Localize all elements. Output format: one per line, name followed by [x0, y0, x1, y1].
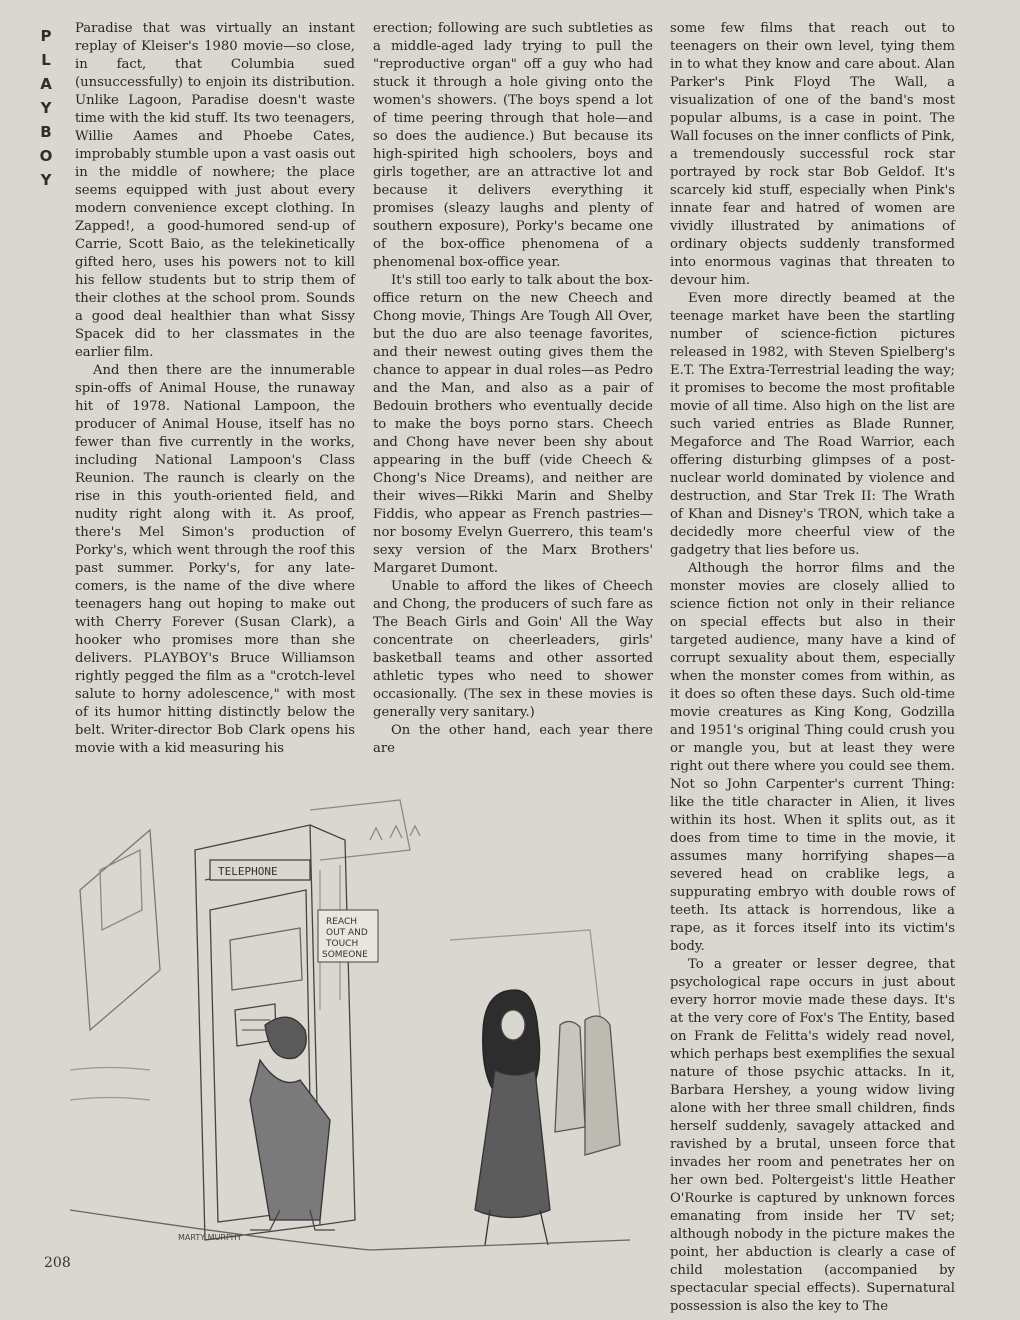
- paragraph: Even more directly beamed at the teenage market have been the startling number of science-fiction pictures released in 1982, with Steven Spielberg's E.T. The Extra-Terrestrial leading the way; it promises to become the most profitable movie of all time. Also high on the list are such varied entries as Blade Runner, Megaforce and The Road Warrior, each offering disturbing glimpses of a post-nuclear world dominated by violence and destruction, and Star Trek II: The Wrath of Khan and Disney's TRON, which take a decidedly more cheerful view of the gadgetry that lies before us.: [670, 291, 955, 558]
- text-column-1: [75, 20, 355, 758]
- booth-sign: TELEPHONE: [218, 865, 278, 878]
- text-column-2: [373, 20, 653, 758]
- paragraph: And then there are the innumerable spin-offs of Animal House, the runaway hit of 1978. National Lampoon, the producer of Animal House, itself has no fewer than five currently in the works, including National Lampoon's Class Reunion. The raunch is clearly on the rise in this youth-oriented field, and nudity right along with it. As proof, there's Mel Simon's production of Porky's, which went through the roof this past summer. Porky's, for any late-comers, is the name of the dive where teenagers hang out hoping to make out with Cherry Forever (Susan Clark), a hooker who promises more than she delivers. PLAYBOY's Bruce Williamson rightly pegged the film as a "crotch-level salute to horny adolescence," with most of its humor hitting distinctly below the belt. Writer-director Bob Clark opens his movie with a kid measuring his: [75, 363, 355, 756]
- masthead-letter: Y: [40, 99, 52, 117]
- paragraph: Paradise that was virtually an instant replay of Kleiser's 1980 movie—so close, in fact, that Columbia sued (unsuccessfully) to enjoin its distribution. Unlike Lagoon, Paradise doesn't waste time with the kid stuff. Its two teenagers, Willie Aames and Phoebe Cates, improbably stumble upon a vast oasis out in the middle of nowhere; the place seems equipped with just about every modern convenience except clothing. In Zapped!, a good-humored send-up of Carrie, Scott Baio, as the telekinetically gifted hero, uses his powers not to kill his fellow students but to strip them of their clothes at the school prom. Sounds a good deal healthier than what Sissy Spacek did to her classmates in the earlier film.: [75, 21, 355, 360]
- masthead-letter: P: [40, 27, 52, 45]
- poster-line: OUT AND: [326, 928, 368, 938]
- text-column-3: [670, 20, 955, 1316]
- masthead-letter: Y: [40, 171, 52, 189]
- masthead-letter: O: [39, 147, 53, 165]
- masthead-letter: B: [40, 123, 52, 141]
- paragraph: Although the horror films and the monster movies are closely allied to science fiction not only in their reliance on special effects but also in their targeted audience, many have a kind of corrupt sexuality about them, especially when the monster comes from within, as it does so often these days. Such old-time movie creatures as King Kong, Godzilla and 1951's original Thing could crush you or mangle you, but at least they were right out there where you could see them. Not so John Carpenter's current Thing: like the title character in Alien, it lives within its host. When it splits out, as it does from time to time in the movie, it assumes many horrifying shapes—a severed head on crablike legs, a suppurating embryo with double rows of teeth. Its attack is horrendous, like a rape, as it forces itself into its victim's body.: [670, 561, 955, 954]
- paragraph: Unable to afford the likes of Cheech and Chong, the producers of such fare as The Beach Girls and Goin' All the Way concentrate on cheerleaders, girls' basketball teams and other assorted athletic types who need to shower occasionally. (The sex in these movies is generally very sanitary.): [373, 579, 653, 720]
- cartoon-illustration: [70, 770, 650, 1270]
- paragraph: On the other hand, each year there are: [373, 723, 653, 756]
- cartoon-drawing: [70, 770, 650, 1270]
- playboy-masthead: [36, 24, 56, 192]
- paragraph: To a greater or lesser degree, that psychological rape occurs in just about every horror movie made these days. It's at the very core of Fox's The Entity, based on Frank de Felitta's widely read novel, which perhaps best exemplifies the sexual nature of those psychic attacks. In it, Barbara Hershey, a young widow living alone with her three small children, finds herself suddenly, savagely attacked and ravished by a brutal, unseen force that invades her room and penetrates her on her own bed. Poltergeist's little Heather O'Rourke is captured by unknown forces emanating from inside her TV set; although nobody in the picture makes the point, her abduction is clearly a case of child molestation (accompanied by spectacular special effects). Supernatural possession is also the key to The: [670, 957, 955, 1314]
- paragraph: erection; following are such subtleties as a middle-aged lady trying to pull the "reproductive organ" off a guy who had stuck it through a hole giving onto the women's showers. (The boys spend a lot of time peering through that hole—and so does the audience.) But because its high-spirited high schoolers, boys and girls together, are an attractive lot and because it delivers everything it promises (sleazy laughs and plenty of southern exposure), Porky's became one of the box-office phenomena of a phenomenal box-office year.: [373, 21, 653, 270]
- poster-line: SOMEONE: [322, 950, 368, 960]
- poster-line: TOUCH: [326, 939, 359, 949]
- masthead-letter: L: [41, 51, 51, 69]
- page-number: 208: [44, 1255, 71, 1271]
- paragraph: It's still too early to talk about the box-office return on the new Cheech and Chong movie, Things Are Tough All Over, but the duo are also teenage favorites, and their newest outing gives them the chance to appear in dual roles—as Pedro and the Man, and also as a pair of Bedouin brothers who eventually decide to make the boys porno stars. Cheech and Chong have never been shy about appearing in the buff (vide Cheech & Chong's Nice Dreams), and neither are their wives—Rikki Marin and Shelby Fiddis, who appear as French pastries—nor bosomy Evelyn Guerrero, this team's sexy version of the Marx Brothers' Margaret Dumont.: [373, 273, 653, 576]
- artist-signature: MARTY MURPHY: [178, 1233, 242, 1242]
- paragraph: some few films that reach out to teenagers on their own level, tying them in to what they know and care about. Alan Parker's Pink Floyd The Wall, a visualization of one of the band's most popular albums, is a case in point. The Wall focuses on the inner conflicts of Pink, a tremendously successful rock star portrayed by rock star Bob Geldof. It's scarcely kid stuff, especially when Pink's innate fear and hatred of women are vividly illustrated by animations of ordinary objects suddenly transformed into enormous vaginas that threaten to devour him.: [670, 21, 955, 288]
- reach-out-poster: [318, 910, 378, 962]
- masthead-letter: A: [40, 75, 52, 93]
- poster-line: REACH: [326, 917, 357, 927]
